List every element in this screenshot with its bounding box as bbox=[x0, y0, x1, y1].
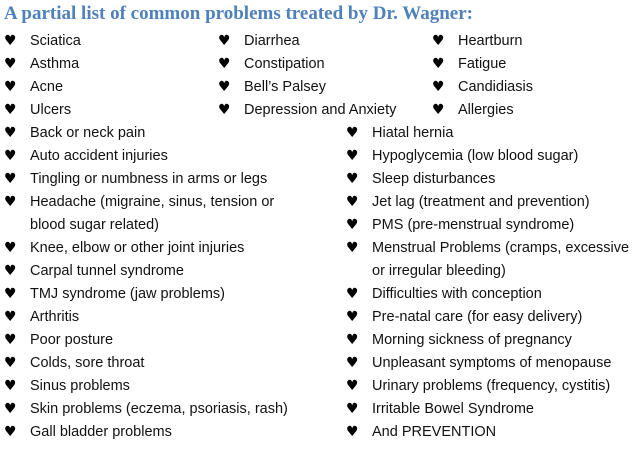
list-item-label: Bell’s Palsey bbox=[244, 79, 326, 95]
heart-icon: ♥ bbox=[218, 33, 231, 49]
heart-icon: ♥ bbox=[4, 424, 17, 440]
heart-icon: ♥ bbox=[4, 355, 17, 371]
list-item-label: blood sugar related) bbox=[30, 217, 159, 233]
heart-icon: ♥ bbox=[4, 194, 17, 210]
heart-icon: ♥ bbox=[4, 148, 17, 164]
list-item-label: Irritable Bowel Syndrome bbox=[372, 401, 534, 417]
list-item-label: Acne bbox=[30, 79, 64, 95]
heart-icon: ♥ bbox=[346, 125, 359, 141]
heart-icon: ♥ bbox=[4, 125, 17, 141]
heart-icon: ♥ bbox=[346, 286, 359, 302]
list-item-label: Candidiasis bbox=[458, 79, 533, 95]
list-item-label: Poor posture bbox=[30, 332, 114, 348]
heart-icon: ♥ bbox=[4, 309, 17, 325]
list-item-label: Depression and Anxiety bbox=[244, 102, 397, 118]
heart-icon: ♥ bbox=[346, 309, 359, 325]
heart-icon: ♥ bbox=[346, 332, 359, 348]
list-item-label: Diarrhea bbox=[244, 33, 300, 49]
list-item-label: Carpal tunnel syndrome bbox=[30, 263, 184, 279]
heart-icon: ♥ bbox=[432, 102, 445, 118]
heart-icon: ♥ bbox=[346, 378, 359, 394]
heart-icon: ♥ bbox=[4, 171, 17, 187]
heart-icon: ♥ bbox=[346, 217, 359, 233]
list-item-label: or irregular bleeding) bbox=[372, 263, 506, 279]
page-title: A partial list of common problems treated by Dr. Wagner: bbox=[4, 3, 473, 24]
heart-icon: ♥ bbox=[218, 102, 231, 118]
heart-icon: ♥ bbox=[4, 401, 17, 417]
list-item-label: Tingling or numbness in arms or legs bbox=[30, 171, 268, 187]
list-item-label: Back or neck pain bbox=[30, 125, 146, 141]
list-item-label: Morning sickness of pregnancy bbox=[372, 332, 572, 348]
list-item-label: PMS (pre-menstrual syndrome) bbox=[372, 217, 575, 233]
heart-icon: ♥ bbox=[346, 424, 359, 440]
list-item-label: Hiatal hernia bbox=[372, 125, 454, 141]
heart-icon: ♥ bbox=[4, 79, 17, 95]
heart-icon: ♥ bbox=[432, 79, 445, 95]
list-item-label: Menstrual Problems (cramps, excessive bbox=[372, 240, 630, 256]
list-item-label: Arthritis bbox=[30, 309, 80, 325]
heart-icon: ♥ bbox=[4, 263, 17, 279]
list-item-label: Auto accident injuries bbox=[30, 148, 168, 164]
heart-icon: ♥ bbox=[4, 240, 17, 256]
heart-icon: ♥ bbox=[346, 171, 359, 187]
list-item-label: Difficulties with conception bbox=[372, 286, 542, 302]
heart-icon: ♥ bbox=[346, 240, 359, 256]
heart-icon: ♥ bbox=[346, 194, 359, 210]
heart-icon: ♥ bbox=[432, 33, 445, 49]
heart-icon: ♥ bbox=[4, 102, 17, 118]
list-item-label: Constipation bbox=[244, 56, 325, 72]
list-item-label: Pre-natal care (for easy delivery) bbox=[372, 309, 583, 325]
heart-icon: ♥ bbox=[346, 355, 359, 371]
list-item-label: Jet lag (treatment and prevention) bbox=[372, 194, 590, 210]
list-item-label: Fatigue bbox=[458, 56, 507, 72]
heart-icon: ♥ bbox=[346, 401, 359, 417]
list-item-label: Gall bladder problems bbox=[30, 424, 172, 440]
heart-icon: ♥ bbox=[4, 332, 17, 348]
list-item-label: Skin problems (eczema, psoriasis, rash) bbox=[30, 401, 288, 417]
list-item-label: Knee, elbow or other joint injuries bbox=[30, 240, 245, 256]
list-item-label: Sinus problems bbox=[30, 378, 130, 394]
list-item-label: Sleep disturbances bbox=[372, 171, 496, 187]
list-item-label: And PREVENTION bbox=[372, 424, 497, 440]
list-item-label: Colds, sore throat bbox=[30, 355, 145, 371]
heart-icon: ♥ bbox=[218, 56, 231, 72]
list-item-label: Sciatica bbox=[30, 33, 81, 49]
list-item-label: Headache (migraine, sinus, tension or bbox=[30, 194, 275, 210]
heart-icon: ♥ bbox=[218, 79, 231, 95]
list-item-label: TMJ syndrome (jaw problems) bbox=[30, 286, 225, 302]
list-item-label: Urinary problems (frequency, cystitis) bbox=[372, 378, 611, 394]
list-item-label: Allergies bbox=[458, 102, 514, 118]
heart-icon: ♥ bbox=[4, 56, 17, 72]
list-item-label: Unpleasant symptoms of menopause bbox=[372, 355, 612, 371]
heart-icon: ♥ bbox=[346, 148, 359, 164]
list-item-label: Heartburn bbox=[458, 33, 523, 49]
list-item-label: Ulcers bbox=[30, 102, 72, 118]
list-item-label: Asthma bbox=[30, 56, 80, 72]
list-item-label: Hypoglycemia (low blood sugar) bbox=[372, 148, 579, 164]
heart-icon: ♥ bbox=[4, 33, 17, 49]
heart-icon: ♥ bbox=[432, 56, 445, 72]
heart-icon: ♥ bbox=[4, 286, 17, 302]
heart-icon: ♥ bbox=[4, 378, 17, 394]
